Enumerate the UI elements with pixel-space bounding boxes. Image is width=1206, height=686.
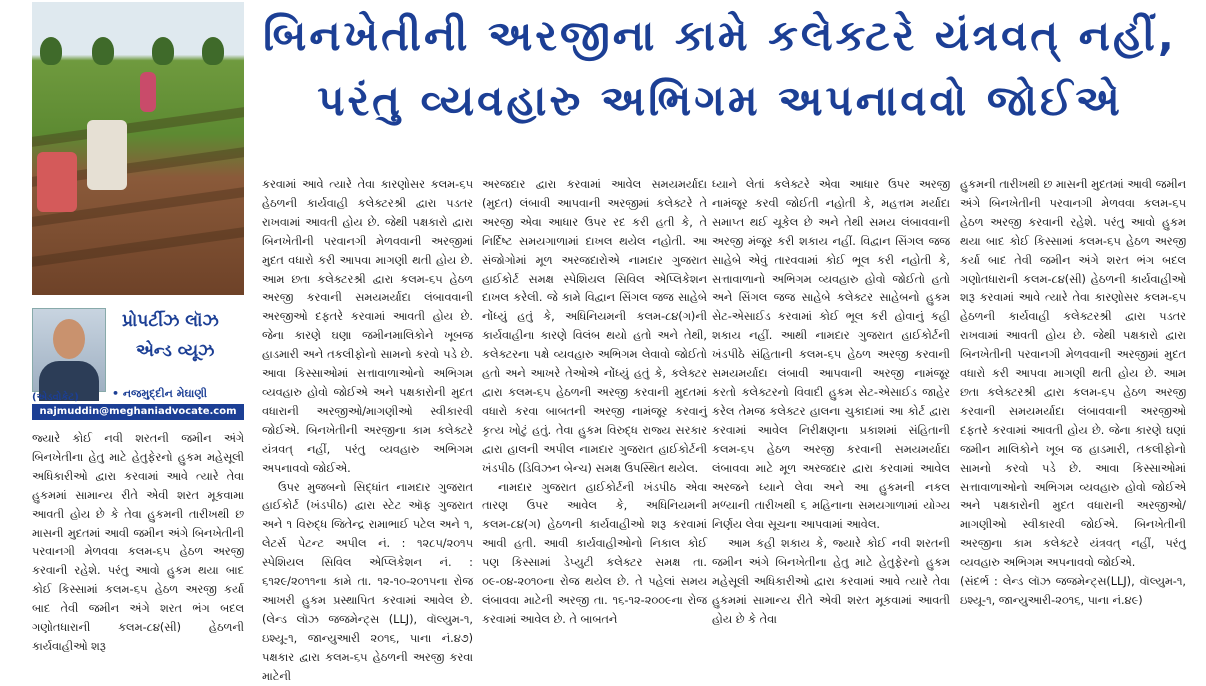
article-paragraph: ઉપર મુજબનો સિદ્ધાંત નામદાર ગુજરાત હાઈકોર્ટ (ખંડપીઠ) દ્વારા સ્ટેટ ઑફ ગુજરાત અને ૧ વિરુદ્ધ જિતેન્દ્ર રામાભાઈ પટેલ અને ૧, લેટર્સ પેટન્ટ અપીલ નં. : ૧૨૮૫/૨૦૧૫ સ્પેશિયલ સિવિલ એપ્લિકેશન નં. : ૬૧૨૯/૨૦૧૧ના કામે તા. ૧૨-૧૦-૨૦૧૫ના રોજ આખરી હુકમ પ્રસ્થાપિત કરવામાં આવેલ છે. (લેન્ડ લૉઝ જજમેન્ટ્સ (LLJ), વૉલ્યુમ-૧, ઇશ્યૂ-૧, જાન્યુઆરી ૨૦૧૬, પાના નં.૪૭) પક્ષકાર દ્વારા કલમ-૬૫ હેઠળની અરજી કરવા માટેની — [262, 479, 473, 686]
headline-line-1: બિનખેતીની અરજીના કામે કલેક્ટરે યંત્રવત્ નહીં, — [250, 6, 1190, 66]
article-column-1 — [32, 430, 244, 655]
article-paragraph: હુકમની તારીખથી છ માસની મુદતમાં આવી જમીન અંગે બિનખેતીની પરવાનગી મેળવવા કલમ-૬૫ હેઠળ અરજી કરવાની રહેશે. પરંતુ આવો હુકમ થયા બાદ કોઈ કિસ્સામાં કલમ-૬૫ હેઠળ અરજી કર્યા બાદ તેવી જમીન અંગે શરત ભંગ બદલ ગણોતધારાની કલમ-૮૪(સી) હેઠળની કાર્યવાહીઓ શરૂ કરવામાં આવે ત્યારે તેવા કારણોસર કલમ-૬૫ હેઠળની કાર્યવાહી કલેક્ટરશ્રી દ્વારા પડતર રાખવામાં આવતી હોય છે. જેથી પક્ષકારો દ્વારા બિનખેતીની પરવાનગી મેળવવાની અરજીમાં મુદત વધારો કરી આપવા માગણી થતી હોય છે. આમ છતા કલેક્ટરશ્રી દ્વારા કલમ-૬૫ હેઠળ અરજી કરવાની સમયમર્યાદા લંબાવવાની અરજીઓ દફતરે કરવામાં આવતી હોય છે. જેના કારણે ઘણાં જમીન માલિકોને ખૂબ જ હાડમારી, તકલીફોનો સામનો કરવો પડે છે. આવા કિસ્સાઓમાં સત્તાવાળાઓનો અભિગમ વ્યવહારુ હોવો જોઈએ અને પક્ષકારોની મુદત વધારાની અરજીઓ/માગણીઓ સ્વીકારવી જોઈએ. બિનખેતીની અરજીના કામ કલેક્ટરે યંત્રવત્ નહીં, પરંતુ વ્યવહારુ અભિગમ અપનાવવો જોઈએ. — [960, 176, 1186, 573]
column-title-line-2: એન્ડ વ્યૂઝ — [122, 336, 219, 366]
column-title-line-1: પ્રોપર્ટીઝ લૉઝ — [122, 306, 219, 336]
author-name: • નજમુદ્દીન મેઘાણી — [112, 387, 207, 401]
article-paragraph: જ્યારે કોઈ નવી શરતની જમીન અંગે બિનખેતીના હેતુ માટે હેતુફેરનો હુકમ મહેસૂલી અધિકારીઓ દ્વારા કરવામાં આવે ત્યારે તેવા હુકમમાં સામાન્ય રીતે એવી શરત મૂકવામા આવતી હોય છે કે તેવા હુકમની તારીખથી છ માસની મુદતમાં આવી જમીન અંગે બિનખેતીની પરવાનગી મેળવવા કલમ-૬૫ હેઠળ અરજી કરવાની રહેશે. પરંતુ આવો હુકમ થયા બાદ કોઈ કિસ્સામાં કલમ-૬૫ હેઠળ અરજી કર્યા બાદ તેવી જમીન અંગે શરત ભંગ બદલ ગણોતધારાની કલમ-૮૪(સી) હેઠળની કાર્યવાહીઓ શરૂ — [32, 430, 244, 657]
farm-photo — [32, 2, 244, 295]
article-column-3 — [482, 176, 707, 655]
article-column-2 — [262, 176, 473, 655]
author-photo — [32, 308, 106, 392]
author-role: (એડવોકેટ) — [32, 392, 79, 403]
column-title — [122, 306, 219, 366]
article-paragraph: અરજદાર દ્વારા કરવામાં આવેલ સમયમર્યાદા (મુદત) લંબાવી આપવાની અરજીમાં કલેક્ટરે તે અરજી એવા આધાર ઉપર રદ કરી હતી કે, તે નિર્દિષ્ટ સમયગાળામાં દાખલ થયેલ નહોતી. આ સંજોગોમાં મૂળ અરજદારોએ નામદાર ગુજરાત હાઈકોર્ટ સમક્ષ સ્પેશિયલ સિવિલ એપ્લિકેશન દાખલ કરેલી. જે કામે વિદ્વાન સિંગલ જજ સાહેબે નોંધ્યું હતું કે, અધિનિયમની કલમ-૮૪(ગ)ની કાર્યવાહીના કારણે વિલંબ થયો હતો અને તેથી, કલેક્ટરના પક્ષે વ્યવહારુ અભિગમ લેવાવો જોઈતો હતો અને આખરે તેઓએ નોંધ્યું હતું કે, કલેક્ટર દ્વારા કલમ-૬૫ હેઠળની અરજી કરવાની મુદતમાં વધારો કરવા બાબતની અરજી નામંજૂર કરવાનું કૃત્ય ખોટું હતું. તેવા હુકમ વિરુદ્ધ રાજ્ય સરકાર દ્વારા હાલની અપીલ નામદાર ગુજરાત હાઈકોર્ટની ખંડપીઠ (ડિવિઝન બેન્ચ) સમક્ષ ઉપસ્થિત થયેલ. — [482, 176, 707, 479]
source-citation: (સંદર્ભ : લેન્ડ લૉઝ જજમેન્ટ્સ(LLJ), વૉલ્યુમ-૧, ઇશ્યૂ-૧, જાન્યુઆરી-૨૦૧૬, પાના નં.૪૯) — [960, 573, 1186, 611]
article-paragraph: આમ કહી શકાય કે, જ્યારે કોઈ નવી શરતની જમીન અંગે બિનખેતીના હેતુ માટે હેતુફેરનો હુકમ મહેસૂલી અધિકારીઓ દ્વારા કરવામાં આવે ત્યારે તેવા હુકમમાં સામાન્ય રીતે એવી શરત મૂકવામાં આવતી હોય છે કે તેવા — [712, 535, 950, 630]
article-paragraph: કરવામાં આવે ત્યારે તેવા કારણોસર કલમ-૬૫ હેઠળની કાર્યવાહી કલેક્ટરશ્રી દ્વારા પડતર રાખવામાં આવતી હોય છે. જેથી પક્ષકારો દ્વારા બિનખેતીની પરવાનગી મેળવવાની અરજીમાં મુદત વધારો કરી આપવા માગણી થતી હોય છે. આમ છતા કલેક્ટરશ્રી દ્વારા કલમ-૬૫ હેઠળ અરજી કરવાની સમયમર્યાદા લંબાવવાની અરજીઓ દફતરે કરવામાં આવતી હોય છે. જેના કારણે ઘણા જમીનમાલિકોને ખૂબજ હાડમારી અને તકલીફોનો સામનો કરવો પડે છે. આવા કિસ્સાઓમાં સત્તાવાળાઓનો અભિગમ વ્યવહારુ હોવો જોઈએ અને પક્ષકારોની મુદત વધારાની અરજીઓ/માગણીઓ સ્વીકારવી જોઈએ. બિનખેતીની અરજીના કામ કલેક્ટરે યંત્રવત્ નહીં, પરંતુ વ્યવહારુ અભિગમ અપનાવવો જોઈએ. — [262, 176, 473, 479]
article-paragraph: નામદાર ગુજરાત હાઈકોર્ટની ખંડપીઠ એવા તારણ ઉપર આવેલ કે, અધિનિયમની કલમ-૮૪(ગ) હેઠળની કાર્યવાહીઓ શરૂ કરવામાં આવી હતી. આવી કાર્યવાહીઓનો નિકાલ કોઈ પણ કિસ્સામાં ડેપ્યુટી કલેક્ટર સમક્ષ તા. ૦૯-૦૪-૨૦૧૦ના રોજ થયેલ છે. તે પહેલાં સમય લંબાવવા માટેની અરજી તા. ૧૬-૧૨-૨૦૦૯ના રોજ કરવામાં આવેલ છે. તે બાબતને — [482, 479, 707, 630]
column-byline — [32, 300, 244, 400]
headline — [250, 6, 1190, 136]
article-column-4 — [712, 176, 950, 655]
article-column-5 — [960, 176, 1186, 655]
headline-line-2: પરંતુ વ્યવહારુ અભિગમ અપનાવવો જોઈએ — [250, 66, 1190, 136]
article-paragraph: ધ્યાને લેતાં કલેક્ટરે એવા આધાર ઉપર અરજી નામંજૂર કરવી જોઈતી નહોતી કે, મહત્તમ મર્યાદા સમાપ્ત થઈ ચૂકેલ છે અને તેથી સમય લંબાવવાની અરજી મંજૂર કરી શકાય નહીં. વિદ્વાન સિંગલ જજ સાહેબે એવું તારવવામાં કોઈ ભૂલ કરી નહોતી કે, સત્તાવાળાનો અભિગમ વ્યવહારુ હોવો જોઈતો હતો અને સિંગલ જજ સાહેબે કલેક્ટર સાહેબનો હુકમ સેટ-એસાઈડ કરવામાં કોઈ ભૂલ કરી હોવાનું કહી શકાય નહીં. આથી નામદાર ગુજરાત હાઈકોર્ટની ખંડપીઠે સંહિતાની કલમ-૬૫ હેઠળ અરજી કરવાની સમયમર્યાદા લંબાવી આપવાની અરજી નામંજૂર કરતો કલેક્ટરનો વિવાદી હુકમ સેટ-એસાઈડ જાહેર કરેલ તેમજ કલેક્ટર હાલના ચુકાદામાં આ કોર્ટ દ્વારા કરવામાં આવેલ નિરીક્ષણના પ્રકાશમાં સંહિતાની કલમ-૬૫ હેઠળ અરજી કરવાની સમયમર્યાદા લંબાવવા માટે મૂળ અરજદાર દ્વારા કરવામાં આવેલ અરજને ધ્યાને લેવા અને આ હુકમની નકલ મળ્યાની તારીખથી ૬ મહિનાના સમયગાળામાં યોગ્ય નિર્ણય લેવા સૂચના આપવામાં આવેલ. — [712, 176, 950, 535]
author-email: najmuddin@meghaniadvocate.com — [32, 404, 244, 420]
